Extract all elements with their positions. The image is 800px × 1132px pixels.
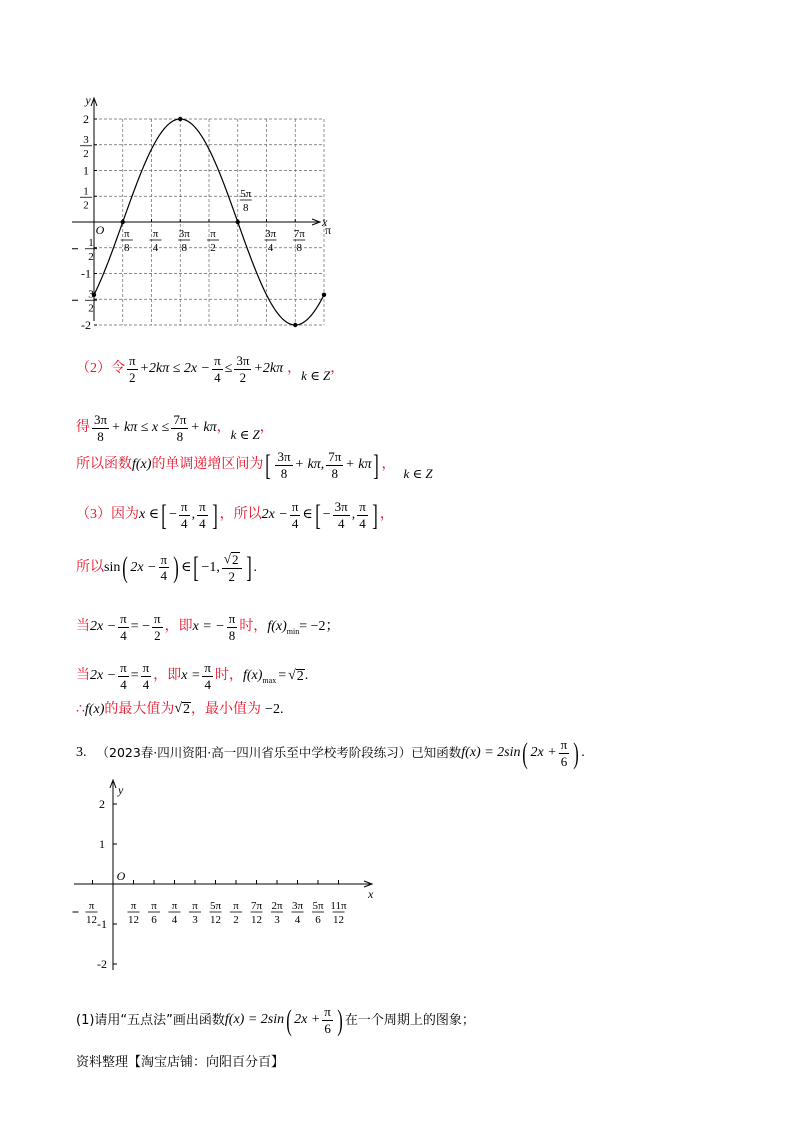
- frac-den: 4: [267, 242, 274, 254]
- frac-den: 2: [88, 250, 94, 263]
- y-tick-label: [80, 185, 92, 211]
- frac-den: 6: [315, 914, 321, 926]
- frac-den: 2: [83, 199, 89, 212]
- minus-one: −1,: [201, 559, 220, 575]
- y-tick-label: 1: [83, 163, 89, 178]
- ji-1: ，即: [164, 619, 193, 635]
- frac-num: 5π: [240, 188, 252, 200]
- frac-den: 2: [88, 302, 94, 315]
- frac-num: 5π: [312, 900, 324, 912]
- suoyi-2: 所以: [76, 559, 104, 575]
- y-tick-label: [72, 288, 97, 314]
- frac-den: 4: [152, 242, 159, 254]
- de-prefix: 得: [76, 420, 90, 436]
- max-eq: =: [278, 668, 287, 684]
- x-tick-label: [148, 900, 160, 926]
- graph-1-axes: [72, 98, 324, 325]
- fx-min: f(x): [267, 619, 287, 635]
- frac-den: 12: [251, 914, 262, 926]
- frac-num: π: [192, 900, 198, 912]
- frac-den: 8: [296, 242, 302, 254]
- frac-num: π: [152, 228, 159, 240]
- x-tick-label: [189, 900, 201, 926]
- frac-num: 3π: [264, 228, 277, 240]
- frac-num: π: [123, 228, 130, 240]
- fx-1: f(x): [132, 457, 152, 473]
- frac-num: π: [130, 900, 137, 912]
- shi-1: 时，: [239, 619, 268, 635]
- y-tick-label: -1: [81, 266, 91, 281]
- shi-2: 时，: [214, 668, 243, 684]
- frac-num: 7π: [293, 228, 305, 240]
- x-tick-label: π: [324, 223, 332, 237]
- frac-den: 3: [274, 914, 280, 926]
- fx-2: f(x): [84, 701, 105, 717]
- min-eq: = −2；: [299, 619, 340, 635]
- curve-point: [121, 220, 125, 224]
- ineq-part: +2kπ ≤ 2x −: [139, 361, 211, 377]
- frac-den: 12: [128, 914, 139, 926]
- y-tick-label: [80, 134, 92, 160]
- frac-num: 11π: [330, 900, 347, 912]
- conclusion: ∴ f(x) 的最大值为 √ 2 ，最小值为 −2.: [76, 701, 284, 717]
- k-in-z-3: k ∈ Z: [403, 465, 433, 481]
- frac-den: 8: [181, 242, 187, 254]
- sin-expr: sin: [104, 559, 121, 575]
- suoyi: ，所以: [219, 507, 262, 523]
- x-tick-label: [251, 900, 263, 926]
- frac-den: 12: [86, 914, 97, 926]
- frac-den: 2: [233, 914, 239, 926]
- curve-point: [322, 293, 326, 297]
- x-tick-label: [169, 900, 181, 926]
- step-2-inequality: （2）令 $\frac{\pi}{2}$ +2kπ ≤ 2x − $\frac{\pi}{4}$ ≤ $\frac{3\pi}{2}$ +2kπ ， k ∈ Z ，: [76, 353, 345, 385]
- x-tick-label: [128, 900, 140, 926]
- interval-a: + kπ,: [294, 457, 325, 473]
- step-2-label: （2）令: [76, 361, 125, 377]
- step-3-label: （3）因为: [76, 507, 139, 523]
- fx-max: f(x): [242, 668, 263, 684]
- step-3-domain: （3）因为 x ∈ [ − $\frac{\pi}{4}$ , $\frac{\pi}{4}$ ] ，所以 2x − $\frac{\pi}{4}$ ∈ [ − $\frac{3\pi}{4}$ , $\frac{\pi}{4}$ ] ，: [76, 498, 394, 532]
- frac-den: 8: [243, 202, 249, 214]
- step-2-solution: 得 $\frac{3\pi}{8}$ + kπ ≤ x ≤ $\frac{7\pi}{8}$ + kπ ， k ∈ Z ，: [76, 412, 274, 444]
- frac-num: 3: [83, 133, 89, 146]
- q1-func: f(x) = 2sin: [224, 1012, 285, 1028]
- frac-den: 12: [333, 914, 344, 926]
- x-in: x ∈: [139, 507, 160, 523]
- conclusion-end: −2.: [265, 701, 284, 717]
- problem-3-statement: 3. （2023春·四川资阳·高一四川省乐至中学校考阶段练习）已知函数 f(x) = 2sin ( 2x + $\frac{\pi}{6}$ ) .: [76, 736, 585, 770]
- frac-den: 6: [151, 914, 157, 926]
- frac-den: 4: [294, 914, 301, 926]
- x-tick-label: [271, 900, 283, 926]
- y-tick-label: -2: [97, 957, 107, 971]
- frac-num: π: [171, 900, 178, 912]
- frac-num: π: [151, 900, 157, 912]
- frac-num: 3π: [178, 228, 190, 240]
- ji-2: ，即: [153, 668, 182, 684]
- conclusion-min: ，最小值为: [191, 701, 262, 717]
- x-tick-label: [73, 900, 98, 926]
- problem-source: （2023春·四川资阳·高一四川省乐至中学校考阶段练习）已知函数: [96, 744, 462, 760]
- frac-den: 12: [210, 914, 221, 926]
- y-tick-label: [72, 237, 97, 263]
- frac-den: 8: [124, 242, 130, 254]
- mono-prefix: 所以函数: [76, 457, 132, 473]
- frac-7pi-8: $\frac{7\pi}{8}$: [173, 412, 187, 444]
- frac-num: π: [88, 900, 95, 912]
- graph-1-labels: [72, 93, 331, 332]
- problem-func: f(x) = 2sin: [461, 745, 521, 761]
- de-suffix: + kπ: [190, 420, 217, 436]
- frac-den: 4: [171, 914, 178, 926]
- graph-2: [0, 770, 800, 990]
- problem-number: 3.: [76, 745, 87, 761]
- frac-num: 1: [88, 236, 94, 249]
- x-tick-label: [330, 900, 347, 926]
- when-2: 当: [76, 668, 90, 684]
- frac-num: 7π: [250, 900, 263, 912]
- max-case: 当 2x − $\frac{\pi}{4}$ = $\frac{\pi}{4}$ ，即 x = $\frac{\pi}{4}$ 时， f(x) max = √ 2 .: [76, 660, 309, 692]
- footer: 资料整理【淘宝店铺：向阳百分百】: [76, 1055, 285, 1070]
- curve-point: [293, 323, 297, 327]
- graph-2-labels: [73, 783, 375, 971]
- y-tick-label: 1: [99, 837, 105, 851]
- x-tick-label: [312, 900, 324, 926]
- frac-den: 2: [83, 147, 89, 160]
- graph-1: [0, 0, 800, 340]
- frac-3pi-8: $\frac{3\pi}{8}$: [94, 412, 108, 444]
- k-in-z: k ∈ Z: [301, 367, 331, 383]
- frac-num: π: [233, 900, 239, 912]
- frac-3pi-2: $\frac{3\pi}{2}$: [236, 353, 250, 385]
- interval-b: + kπ: [345, 457, 372, 473]
- min-case: 当 2x − $\frac{\pi}{4}$ = − $\frac{\pi}{2}$ ，即 x = − $\frac{\pi}{8}$ 时， f(x) min = −2；: [76, 611, 340, 643]
- y-tick-label: -1: [97, 917, 107, 931]
- mono-text: 的单调递增区间为: [151, 457, 264, 473]
- y-axis-label: y: [85, 93, 91, 107]
- x-axis-label: x: [368, 887, 374, 901]
- frac-num: 3: [88, 288, 94, 301]
- x-tick-label: [230, 900, 242, 926]
- k-in-z-2: k ∈ Z: [230, 426, 260, 442]
- x-tick-label-above: [240, 188, 252, 214]
- conclusion-mid: 的最大值为: [104, 701, 175, 717]
- frac-den: 2: [210, 242, 216, 254]
- frac-num: π: [210, 228, 216, 240]
- origin-label: O: [116, 869, 126, 883]
- frac-num: 2π: [271, 900, 283, 912]
- q1-text: (1)请用“五点法”画出函数: [76, 1012, 225, 1028]
- x-axis-label: x: [322, 215, 328, 229]
- frac-den: 3: [192, 914, 198, 926]
- curve-point: [236, 220, 240, 224]
- y-axis-label: y: [118, 783, 124, 797]
- y-tick-label: 2: [83, 112, 89, 126]
- origin-label: O: [95, 223, 105, 237]
- frac-pi-2: $\frac{\pi}{2}$: [129, 353, 136, 385]
- frac-num: 3π: [291, 900, 304, 912]
- when-1: 当: [76, 619, 90, 635]
- de-part: + kπ ≤ x ≤: [111, 420, 170, 436]
- curve-point: [178, 117, 182, 121]
- q1-end: 在一个周期上的图象；: [344, 1012, 475, 1028]
- therefore: ∴: [76, 701, 85, 717]
- x-tick-label: [292, 900, 304, 926]
- frac-pi-4: $\frac{\pi}{4}$: [214, 353, 221, 385]
- frac-num: 1: [83, 185, 89, 198]
- monotone-interval: 所以函数 f(x) 的单调递增区间为 [ $\frac{3\pi}{8}$ + kπ, $\frac{7\pi}{8}$ + kπ ] ， k ∈ Z: [76, 448, 433, 482]
- y-tick-label: 2: [99, 797, 105, 811]
- x-tick-label: [210, 900, 222, 926]
- frac-num: 5π: [209, 900, 222, 912]
- y-tick-label: -2: [81, 318, 91, 332]
- step-3-range: 所以 sin ( 2x − $\frac{\pi}{4}$ ) ∈ [ −1, √ 2 2 ] .: [76, 551, 258, 585]
- question-1: (1)请用“五点法”画出函数 f(x) = 2sin ( 2x + $\frac{\pi}{6}$ ) 在一个周期上的图象；: [76, 1003, 475, 1037]
